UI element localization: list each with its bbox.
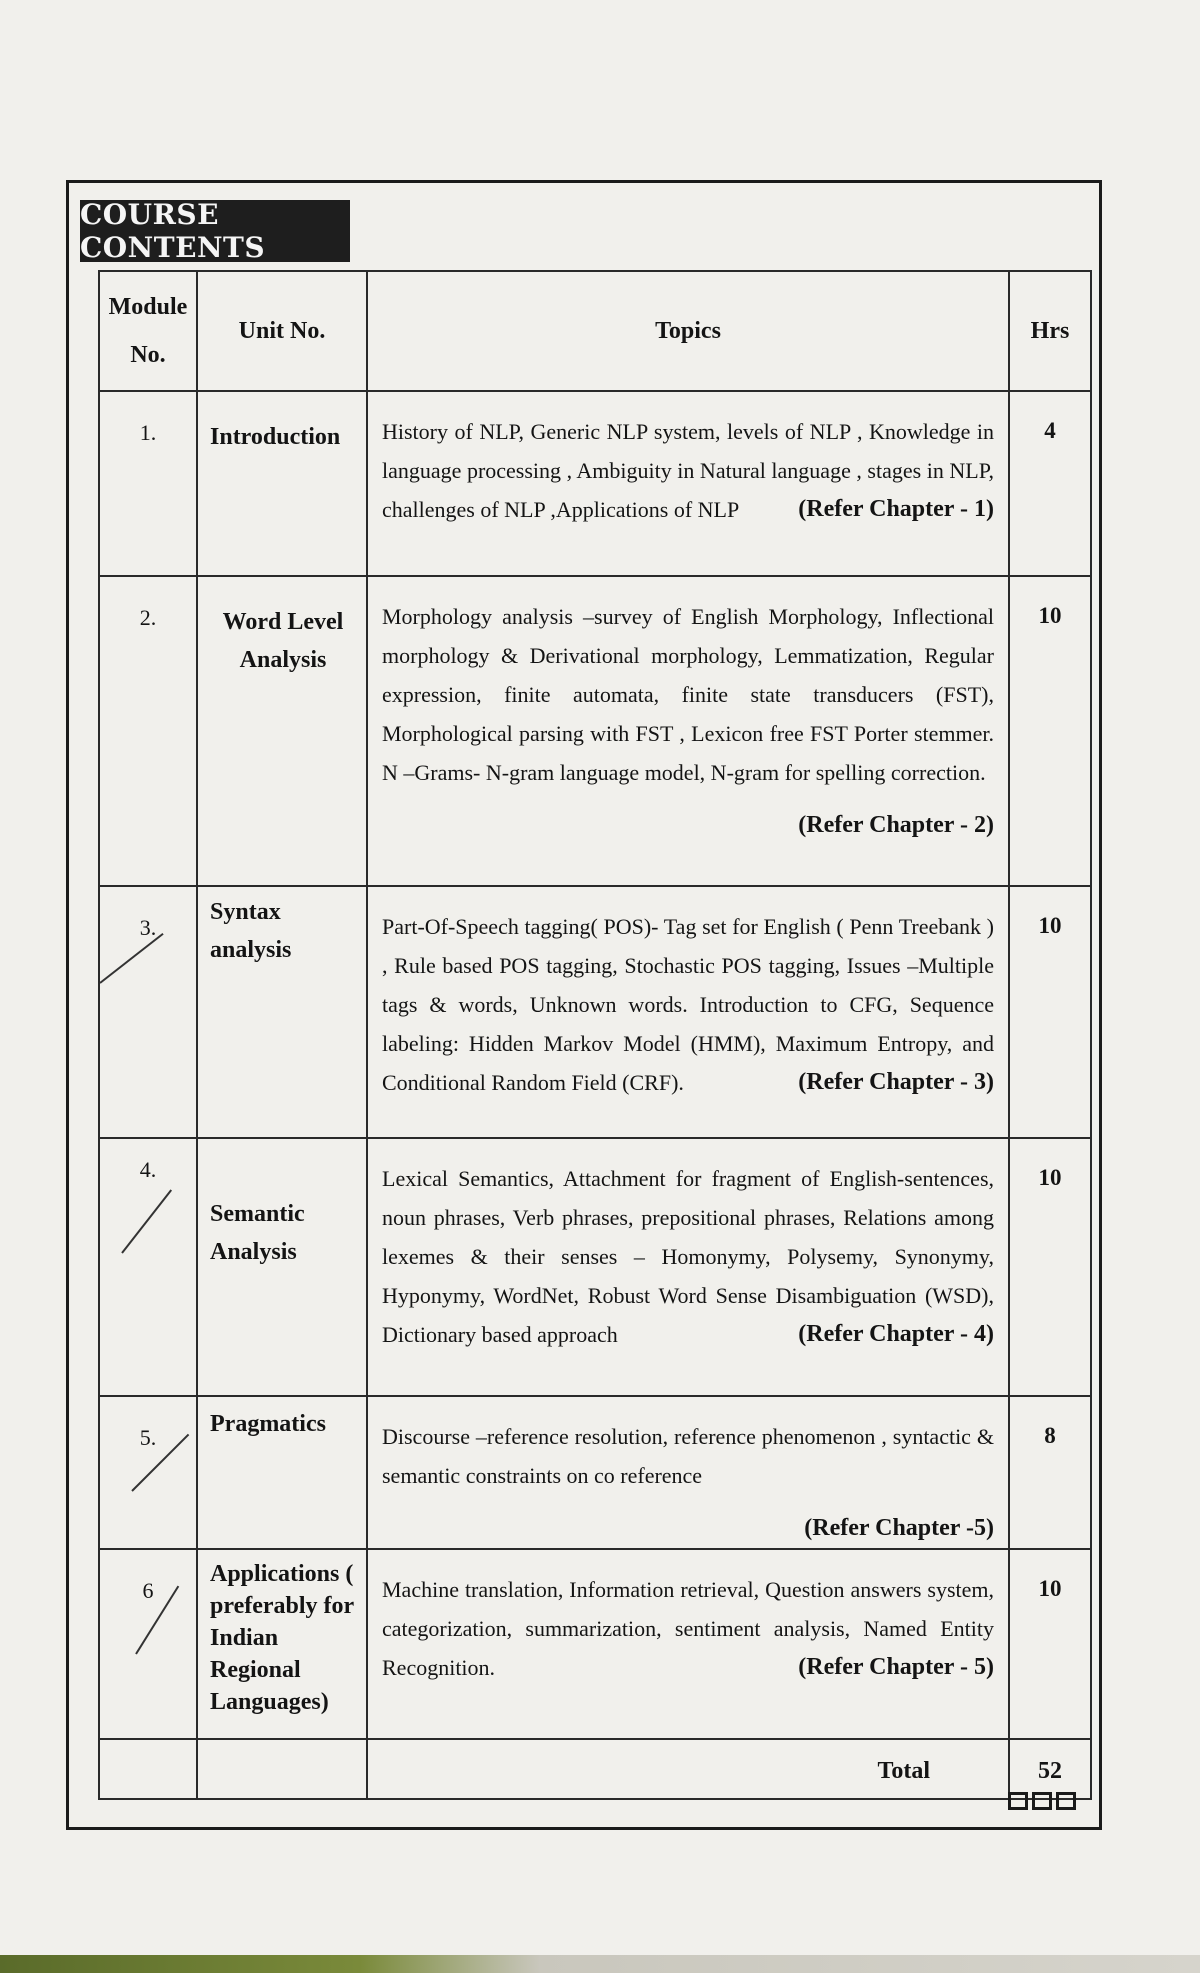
hours: 10 — [1009, 1138, 1091, 1396]
chapter-reference: (Refer Chapter - 1) — [798, 496, 994, 522]
chapter-reference: (Refer Chapter - 4) — [798, 1321, 994, 1347]
topics-cell — [367, 391, 1009, 576]
unit-name: Syntax analysis — [197, 886, 367, 1138]
total-hours: 52 — [1009, 1739, 1091, 1799]
topics-text: Machine translation, Information retrieval, Question answers system, categorization, summarization, sentiment analysis, Named Entity Recognition. — [382, 1577, 994, 1680]
module-no: 3. — [99, 886, 197, 1138]
course-contents-badge: COURSE CONTENTS — [80, 200, 350, 262]
topics-text: Part-Of-Speech tagging( POS)- Tag set for English ( Penn Treebank ) , Rule based POS tagging, Stochastic POS tagging, Issues –Multiple tags & words, Unknown words. Introduction to CFG, Sequence labeling: Hidden Markov Model (HMM), Maximum Entropy, and Conditional Random Field (CRF). — [382, 914, 994, 1095]
topics-cell — [367, 576, 1009, 886]
header-hrs: Hrs — [1009, 271, 1091, 391]
unit-name: Applications ( preferably for Indian Regional Languages) — [197, 1549, 367, 1739]
chapter-reference: (Refer Chapter - 5) — [798, 1654, 994, 1680]
hours: 10 — [1009, 1549, 1091, 1739]
module-no: 4. — [99, 1138, 197, 1396]
module-no: 6 — [99, 1549, 197, 1739]
hours: 4 — [1009, 391, 1091, 576]
hours: 8 — [1009, 1396, 1091, 1549]
table-row — [99, 576, 1091, 886]
unit-name: Pragmatics — [197, 1396, 367, 1549]
table-row — [99, 886, 1091, 1138]
unit-name: Word Level Analysis — [197, 576, 367, 886]
square-icon — [1008, 1792, 1028, 1810]
unit-name: Introduction — [197, 391, 367, 576]
topics-cell — [367, 1396, 1009, 1549]
topics-cell — [367, 1138, 1009, 1396]
chapter-reference: (Refer Chapter - 2) — [798, 812, 994, 838]
table-row — [99, 1138, 1091, 1396]
topics-text: Discourse –reference resolution, reference phenomenon , syntactic & semantic constraints on co reference — [382, 1424, 994, 1488]
chapter-reference: (Refer Chapter - 3) — [798, 1069, 994, 1095]
topics-text: History of NLP, Generic NLP system, levels of NLP , Knowledge in language processing , Ambiguity in Natural language , stages in NLP, challenges of NLP ,Applications of NLP — [382, 419, 994, 522]
topics-cell — [367, 1549, 1009, 1739]
header-module: Module No. — [99, 271, 197, 391]
page-edge — [0, 1955, 1200, 1973]
unit-name: Semantic Analysis — [197, 1138, 367, 1396]
table-row — [99, 391, 1091, 576]
empty-cell — [99, 1739, 197, 1799]
topics-cell — [367, 886, 1009, 1138]
chapter-reference: (Refer Chapter -5) — [804, 1515, 994, 1541]
module-no: 5. — [99, 1396, 197, 1549]
hours: 10 — [1009, 576, 1091, 886]
table-row — [99, 1549, 1091, 1739]
total-row — [99, 1739, 1091, 1799]
header-unit: Unit No. — [197, 271, 367, 391]
course-contents-table — [98, 270, 1092, 1800]
topics-text: Lexical Semantics, Attachment for fragment of English-sentences, noun phrases, Verb phrases, prepositional phrases, Relations among lexemes & their senses – Homonymy, Polysemy, Synonymy, Hyponymy, WordNet, Robust Word Sense Disambiguation (WSD), Dictionary based approach — [382, 1166, 994, 1347]
total-label: Total — [367, 1739, 1009, 1799]
header-topics: Topics — [367, 271, 1009, 391]
topics-text: Morphology analysis –survey of English Morphology, Inflectional morphology & Derivational morphology, Lemmatization, Regular expression, finite automata, finite state transducers (FST), Morphological parsing with FST , Lexicon free FST Porter stemmer. N –Grams- N-gram language model, N-gram for spelling correction. — [382, 604, 994, 785]
empty-cell — [197, 1739, 367, 1799]
square-icon — [1056, 1792, 1076, 1810]
square-icon — [1032, 1792, 1052, 1810]
table-header-row — [99, 271, 1091, 391]
hours: 10 — [1009, 886, 1091, 1138]
module-no: 1. — [99, 391, 197, 576]
table-row — [99, 1396, 1091, 1549]
end-of-section-mark — [1008, 1792, 1076, 1810]
module-no: 2. — [99, 576, 197, 886]
